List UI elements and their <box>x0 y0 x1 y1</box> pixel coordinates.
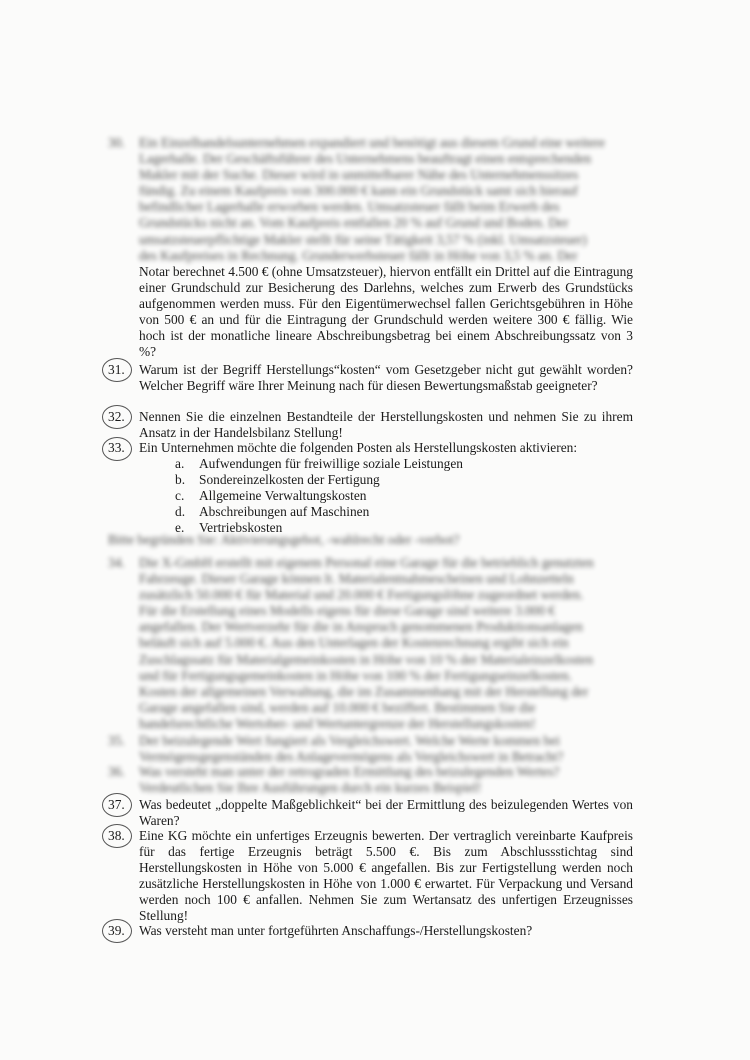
blurred-line: Bitte begründen Sie: Aktivierungsgebot, -wahlrecht oder -verbot? <box>108 532 460 548</box>
question-number: 38. <box>108 828 125 843</box>
blurred-line: Der beizulegende Wert fungiert als Vergleichswert. Welche Werte kommen bei <box>139 733 560 748</box>
blurred-line: und für Fertigungsgemeinkosten in Höhe von 100 % der Fertigungseinzelkosten. <box>139 667 572 683</box>
question-text: Nennen Sie die einzelnen Bestandteile der Herstellungskosten und nehmen Sie zu ihrem Ansatz in der Handelsbilanz Stellung! <box>139 409 633 441</box>
blurred-line: zusätzlich 50.000 € für Material und 20.000 € Fertigungslöhne zugeordnet werden. <box>139 587 584 603</box>
blurred-line: Kosten der allgemeinen Verwaltung, die im Zusammenhang mit der Herstellung der <box>139 683 589 699</box>
question-38 <box>108 828 633 925</box>
blurred-line: handelsrechtliche Wertober- und Wertuntergrenze der Herstellungskosten! <box>139 715 536 731</box>
blurred-line: Garage angefallen sind, werden auf 10.000 € beziffert. Bestimmen Sie die <box>139 699 536 715</box>
list-item: c. Allgemeine Verwaltungskosten <box>175 488 367 504</box>
blurred-line: Für die Erstellung eines Modells eigens für diese Garage sind weitere 3.000 € <box>139 603 556 619</box>
blurred-line: umsatzsteuerpflichtige Makler stellt für seine Tätigkeit 3,57 % (inkl. Umsatzsteuer) <box>139 231 587 247</box>
question-number: 31. <box>108 362 125 377</box>
list-item: b. Sondereinzelkosten der Fertigung <box>175 472 380 488</box>
question-text: Was bedeutet „doppelte Maßgeblichkeit“ bei der Ermittlung des beizulegenden Wertes von Waren? <box>139 797 633 829</box>
blurred-line: Die X-GmbH erstellt mit eigenem Personal eine Garage für die betrieblich genutzten <box>139 555 594 570</box>
question-text: Notar berechnet 4.500 € (ohne Umsatzsteuer), hiervon entfällt ein Drittel auf die Eintragung einer Grundschuld zur Besicherung des Darlehns, welches zum Erwerb des Grundstücks aufgenommen werden muss. Für den Eigentümerwechsel fallen Gerichtsgebühren in Höhe von 500 € an und für die Eintragung der Grundschuld werden weitere 300 € fällig. Wie hoch ist der monatliche lineare Abschreibungsbetrag bei einem Abschreibungssatz von 3 %? <box>139 263 633 360</box>
blurred-text-block <box>139 135 633 264</box>
list-item: e. Vertriebskosten <box>175 520 283 533</box>
blurred-line: Fahrzeuge. Dieser Garage können lt. Materialentnahmescheinen und Lohnzetteln <box>139 571 574 587</box>
question-number: 33. <box>108 440 125 455</box>
list-item: a. Aufwendungen für freiwillige soziale Leistungen <box>175 456 464 472</box>
question-text: Eine KG möchte ein unfertiges Erzeugnis bewerten. Der vertraglich vereinbarte Kaufpreis für das fertige Erzeugnis beträgt 5.500 €. Bis zum Abschlussstichtag sind Herstellungskosten in Höhe von 5.000 € angefallen. Bis zur Fertigstellung werden noch zusätzliche Herstellungskosten in Höhe von 1.000 € erwartet. Für Verpackung und Versand werden noch 100 € anfallen. Nehmen Sie zum Wertansatz des unfertigen Erzeugnisses Stellung! <box>139 828 633 924</box>
question-35 <box>108 733 633 765</box>
blurred-line: Makler mit der Suche. Dieser wird in unmittelbarer Nähe des Unternehmenssitzes <box>139 167 579 183</box>
blurred-line: Grundstücks nicht an. Vom Kaufpreis entfallen 20 % auf Grund und Boden. Der <box>139 215 569 231</box>
blurred-line: Verdeutlichen Sie Ihre Ausführungen durch ein kurzes Beispiel! <box>139 780 482 796</box>
blurred-line: fündig. Zu einem Kaufpreis von 300.000 € kann ein Grundstück samt sich hierauf <box>139 183 578 199</box>
question-number: 37. <box>108 797 125 812</box>
question-number: 30. <box>108 135 125 150</box>
question-31 <box>108 362 633 394</box>
question-text: Warum ist der Begriff Herstellungs“kosten“ vom Gesetzgeber nicht gut gewählt worden? Welcher Begriff wäre Ihrer Meinung nach für diesen Bewertungsmaßstab geeigneter? <box>139 362 633 394</box>
blurred-line: Ein Einzelhandelsunternehmen expandiert und benötigt aus diesem Grund eine weitere <box>139 135 605 150</box>
blurred-line: Vermögensgegenständen des Anlagevermögens als Vergleichswert in Betracht? <box>139 749 564 765</box>
question-number: 35. <box>108 733 125 748</box>
question-30 <box>108 135 633 360</box>
question-text: Ein Unternehmen möchte die folgenden Posten als Herstellungskosten aktivieren: <box>139 440 578 455</box>
question-32 <box>108 409 633 441</box>
question-37 <box>108 797 633 829</box>
blurred-line: Was versteht man unter der retrograden Ermittlung des beizulegenden Wertes? <box>139 764 560 779</box>
blurred-line: beläuft sich auf 5.000 €. Aus den Unterlagen der Kostenrechnung ergibt sich ein <box>139 635 569 651</box>
list-item: d. Abschreibungen auf Maschinen <box>175 504 370 520</box>
question-text: Was versteht man unter fortgeführten Anschaffungs-/Herstellungskosten? <box>139 923 533 938</box>
blurred-line: befindlicher Lagerhalle erworben werden. Umsatzsteuer fällt beim Erwerb des <box>139 199 560 215</box>
item-list <box>139 456 633 532</box>
blurred-line: Lagerhalle. Der Geschäftsführer des Unternehmens beauftragt einen entsprechenden <box>139 151 592 167</box>
blurred-line: Zuschlagssatz für Materialgemeinkosten in Höhe von 10 % der Materialeinzelkosten <box>139 651 594 667</box>
question-number: 32. <box>108 409 125 424</box>
blurred-line: des Kaufpreises in Rechnung. Grunderwerbsteuer fällt in Höhe von 3,5 % an. Der <box>139 247 578 263</box>
question-34 <box>108 555 633 732</box>
blurred-line: angefallen. Der Wertverzehr für die in Anspruch genommenen Produktionsanlagen <box>139 619 583 635</box>
question-number: 34. <box>108 555 125 570</box>
question-number: 39. <box>108 923 125 938</box>
question-36 <box>108 764 633 796</box>
question-39 <box>108 923 633 939</box>
question-number: 36. <box>108 764 125 779</box>
question-33 <box>108 440 633 549</box>
